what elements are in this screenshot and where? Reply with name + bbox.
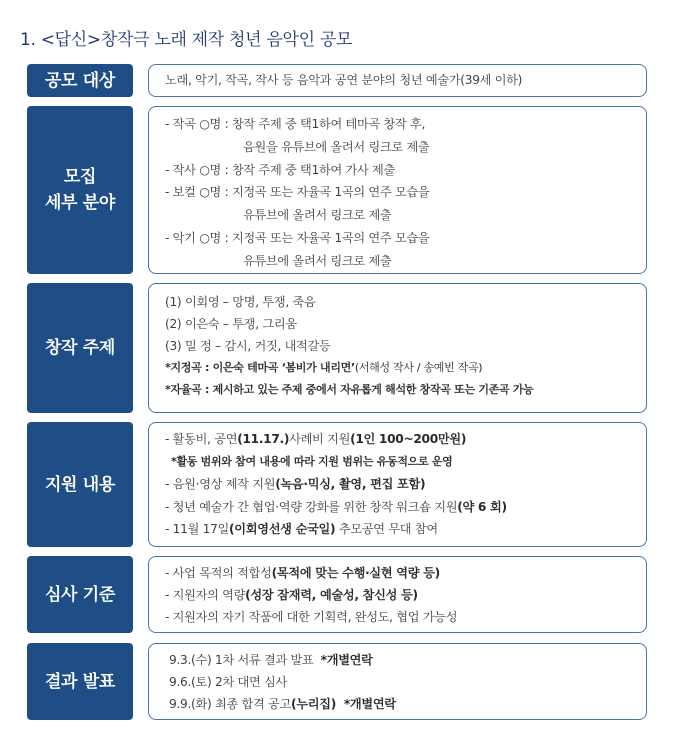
- criteria-line-text: - 사업 목적의 적합성: [165, 566, 272, 580]
- designated-song-note: [165, 357, 634, 379]
- fields-line: - 악기 ○명 : 지정곡 또는 자율곡 1곡의 연주 모습을: [165, 230, 430, 245]
- theme-line: (3) 밀 정 – 감시, 거짓, 내적갈등: [165, 339, 331, 353]
- section-criteria: [27, 556, 647, 633]
- criteria-label: [27, 556, 133, 633]
- support-line-text: 추모공연 무대 참여: [335, 522, 438, 536]
- result-line-detail: (누리집): [291, 697, 336, 711]
- support-line: [165, 518, 634, 541]
- target-content: [148, 64, 647, 97]
- fields-label: [27, 106, 133, 274]
- result-line-note: *개별연락: [335, 697, 396, 711]
- support-line-text: - 11월 17일: [165, 522, 230, 536]
- criteria-line: [165, 562, 634, 584]
- theme-label-text: 창작 주제: [44, 338, 116, 358]
- result-label-text: 결과 발표: [44, 671, 116, 692]
- fields-label-line1: 모집: [63, 167, 97, 187]
- support-line-text: - 활동비, 공연: [165, 432, 238, 446]
- result-line: [169, 649, 634, 671]
- target-label: [27, 64, 133, 97]
- support-note: *활동 범위와 참여 내용에 따라 지원 범위는 유동적으로 운영: [171, 454, 453, 468]
- support-line-text: - 청년 예술가 간 협업·역량 강화를 위한 창작 워크숍 지원: [165, 499, 458, 514]
- target-line: 노래, 악기, 작곡, 작사 등 음악과 공연 분야의 청년 예술가(39세 이하): [165, 73, 523, 87]
- support-label: [27, 422, 133, 547]
- section-support: [27, 422, 647, 547]
- fields-line: 유튜브에 올려서 링크로 제출: [243, 253, 392, 268]
- support-line: [165, 473, 634, 496]
- theme-label: [27, 283, 133, 413]
- criteria-content: [148, 556, 647, 633]
- page-title: 1. <답신>창작극 노래 제작 청년 음악인 공모: [20, 30, 353, 50]
- support-line: [165, 496, 634, 519]
- section-theme: [27, 283, 647, 413]
- theme-line: (1) 이회영 – 망명, 투쟁, 죽음: [165, 295, 316, 309]
- result-line-text: 9.3.(수) 1차 서류 결과 발표: [169, 653, 321, 667]
- section-target: [27, 64, 647, 97]
- support-line-text: - 음원·영상 제작 지원: [165, 477, 276, 491]
- support-line: [165, 428, 634, 451]
- section-result: [27, 643, 647, 720]
- criteria-label-text: 심사 기준: [44, 584, 116, 605]
- designated-song-credit: (서해성 작사 / 송예빈 작곡): [354, 361, 483, 374]
- result-line-note: *개별연락: [320, 653, 373, 667]
- support-line-detail: (약 6 회): [457, 499, 507, 514]
- fields-line: - 작사 ○명 : 창작 주제 중 택1하여 가사 제출: [165, 162, 395, 177]
- designated-song-bold: *지정곡 : 이은숙 테마곡 ‘봄비가 내리면’: [165, 361, 355, 374]
- fields-line: 음원을 유튜브에 올려서 링크로 제출: [243, 139, 430, 154]
- result-line-text: 9.9.(화) 최종 합격 공고: [169, 697, 291, 711]
- criteria-line-detail: (성장 잠재력, 예술성, 참신성 등): [245, 588, 418, 602]
- result-label: [27, 643, 133, 720]
- section-fields: [27, 106, 647, 274]
- support-line-text: 사례비 지원: [289, 432, 351, 446]
- support-line-detail: (이회영선생 순국일): [229, 522, 336, 536]
- fields-line: - 보컬 ○명 : 지정곡 또는 자율곡 1곡의 연주 모습을: [165, 185, 430, 200]
- criteria-line-detail: (목적에 맞는 수행·실현 역량 등): [271, 566, 440, 580]
- fields-line: 유튜브에 올려서 링크로 제출: [243, 208, 392, 223]
- theme-line: (2) 이은숙 – 투쟁, 그리움: [165, 317, 297, 331]
- result-content: [148, 643, 647, 720]
- fields-label-line2: 세부 분야: [44, 193, 116, 213]
- result-line: 9.6.(토) 2차 대면 심사: [169, 675, 287, 689]
- criteria-line: [165, 584, 634, 606]
- support-content: [148, 422, 647, 547]
- support-line-amount: (1인 100~200만원): [350, 432, 467, 446]
- support-label-text: 지원 내용: [44, 474, 116, 495]
- theme-content: [148, 283, 647, 413]
- fields-content: [148, 106, 647, 274]
- free-song-note: *자율곡 : 제시하고 있는 주제 중에서 자유롭게 해석한 창작곡 또는 기존곡 가능: [165, 383, 534, 396]
- target-label-text: 공모 대상: [44, 70, 116, 91]
- criteria-line-text: - 지원자의 역량: [165, 588, 246, 602]
- criteria-line: - 지원자의 자기 작품에 대한 기획력, 완성도, 협업 가능성: [165, 610, 458, 624]
- support-line-detail: (녹음·믹싱, 촬영, 편집 포함): [275, 477, 426, 491]
- fields-line: - 작곡 ○명 : 창작 주제 중 택1하여 테마곡 창작 후,: [165, 117, 426, 131]
- support-line-date: (11.17.): [237, 432, 290, 446]
- result-line: [169, 693, 634, 715]
